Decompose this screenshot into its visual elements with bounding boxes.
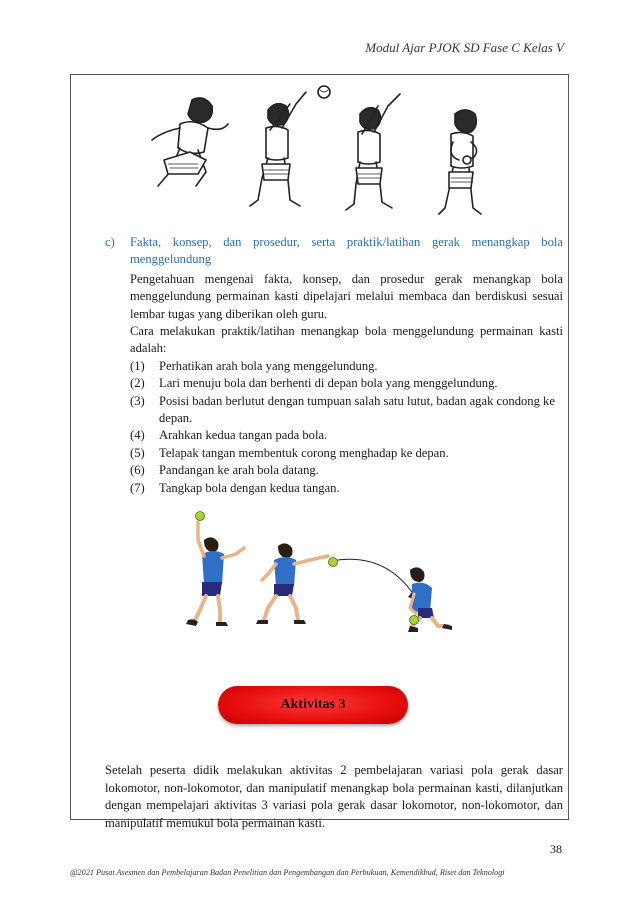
catcher-figure-1 (152, 98, 228, 186)
child-figure-2 (256, 543, 328, 624)
catcher-figure-3 (346, 94, 400, 210)
list-item: (2) Lari menuju bola dan berhenti di depan bola yang menggelundung. (130, 376, 498, 391)
section-title-text: Fakta, konsep, dan prosedur, serta praktik/latihan gerak menangkap bola menggelundung (130, 235, 563, 267)
section-label: c) (105, 235, 115, 249)
section-title (105, 234, 563, 269)
activity-3-label: Aktivitas 3 (280, 697, 346, 712)
list-item: (1) Perhatikan arah bola yang menggelundung. (130, 358, 378, 373)
steps-list (105, 358, 563, 497)
activity-3-badge (218, 686, 408, 724)
section-catching-ground-ball (105, 234, 563, 497)
catcher-figure-4 (439, 110, 481, 214)
list-item: (6) Pandangan ke arah bola datang. (130, 463, 319, 478)
page-footer: @2021 Pusat Asesmen dan Pembelajaran Badan Penelitian dan Pengembangan dan Perbukuan, Kemendikbud, Riset dan Teknologi (70, 868, 505, 877)
catching-fly-ball-sequence-illustration (120, 84, 520, 218)
catching-ground-ball-sequence-illustration (180, 508, 460, 634)
child-figure-1 (186, 512, 244, 627)
list-item: (7) Tangkap bola dengan kedua tangan. (130, 480, 340, 495)
page-header: Modul Ajar PJOK SD Fase C Kelas V (365, 40, 564, 55)
child-figure-3 (408, 567, 452, 632)
list-item: (5) Telapak tangan membentuk corong menghadap ke depan. (130, 445, 449, 460)
list-item: (3) Posisi badan berlutut dengan tumpuan salah satu lutut, badan agak condong ke depan. (130, 393, 555, 426)
paragraph-practice-intro: Cara melakukan praktik/latihan menangkap bola menggelundung permainan kasti adalah: (130, 324, 563, 356)
closing-paragraph: Setelah peserta didik melakukan aktivitas 2 pembelajaran variasi pola gerak dasar lokomotor, non-lokomotor, dan manipulatif menangkap bola permainan kasti, dilanjutkan dengan mempelajari aktivitas 3 variasi pola gerak dasar lokomotor, non-lokomotor, dan manipulatif memukul bola permainan kasti. (105, 763, 563, 830)
page-number: 38 (550, 842, 562, 856)
paragraph-knowledge: Pengetahuan mengenai fakta, konsep, dan prosedur gerak menangkap bola menggelundung permainan kasti dipelajari melalui membaca dan berdiskusi sesuai lembar tugas yang diberikan oleh guru. (130, 271, 563, 321)
catcher-figure-2 (250, 86, 330, 206)
list-item: (4) Arahkan kedua tangan pada bola. (130, 428, 328, 443)
